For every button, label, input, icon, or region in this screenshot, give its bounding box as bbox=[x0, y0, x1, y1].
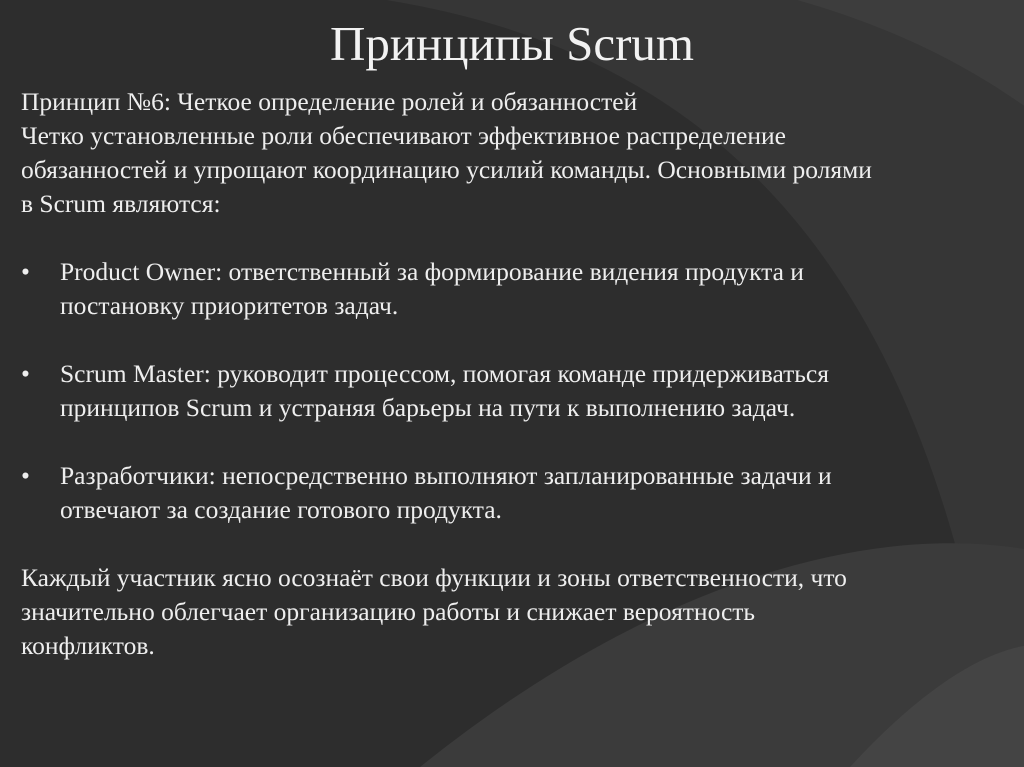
spacer bbox=[21, 323, 981, 357]
role-item-developers bbox=[21, 459, 981, 527]
principle-heading: Принцип №6: Четкое определение ролей и обязанностей bbox=[21, 87, 638, 116]
spacer bbox=[21, 425, 981, 459]
spacer bbox=[21, 527, 981, 561]
bullet-icon: • bbox=[21, 461, 30, 490]
spacer bbox=[21, 221, 981, 255]
slide-body bbox=[21, 85, 981, 663]
role-text-line: Product Owner: ответственный за формирование видения продукта и bbox=[60, 257, 804, 286]
role-text-line: постановку приоритетов задач. bbox=[60, 291, 399, 320]
intro-line: обязанностей и упрощают координацию усилий команды. Основными ролями bbox=[21, 155, 872, 184]
conclusion-line: Каждый участник ясно осознаёт свои функции и зоны ответственности, что bbox=[21, 563, 847, 592]
bullet-icon: • bbox=[21, 257, 30, 286]
conclusion-line: конфликтов. bbox=[21, 631, 155, 660]
intro-line: в Scrum являются: bbox=[21, 189, 221, 218]
role-text-line: отвечают за создание готового продукта. bbox=[60, 495, 502, 524]
role-item-product-owner bbox=[21, 255, 981, 323]
slide-title: Принципы Scrum bbox=[329, 16, 695, 71]
bullet-icon: • bbox=[21, 359, 30, 388]
role-text-line: Разработчики: непосредственно выполняют запланированные задачи и bbox=[60, 461, 832, 490]
role-text-line: принципов Scrum и устраняя барьеры на пути к выполнению задач. bbox=[60, 393, 796, 422]
conclusion-line: значительно облегчает организацию работы и снижает вероятность bbox=[21, 597, 756, 626]
intro-line: Четко установленные роли обеспечивают эффективное распределение bbox=[21, 121, 786, 150]
role-text-line: Scrum Master: руководит процессом, помогая команде придерживаться bbox=[60, 359, 829, 388]
role-item-scrum-master bbox=[21, 357, 981, 425]
